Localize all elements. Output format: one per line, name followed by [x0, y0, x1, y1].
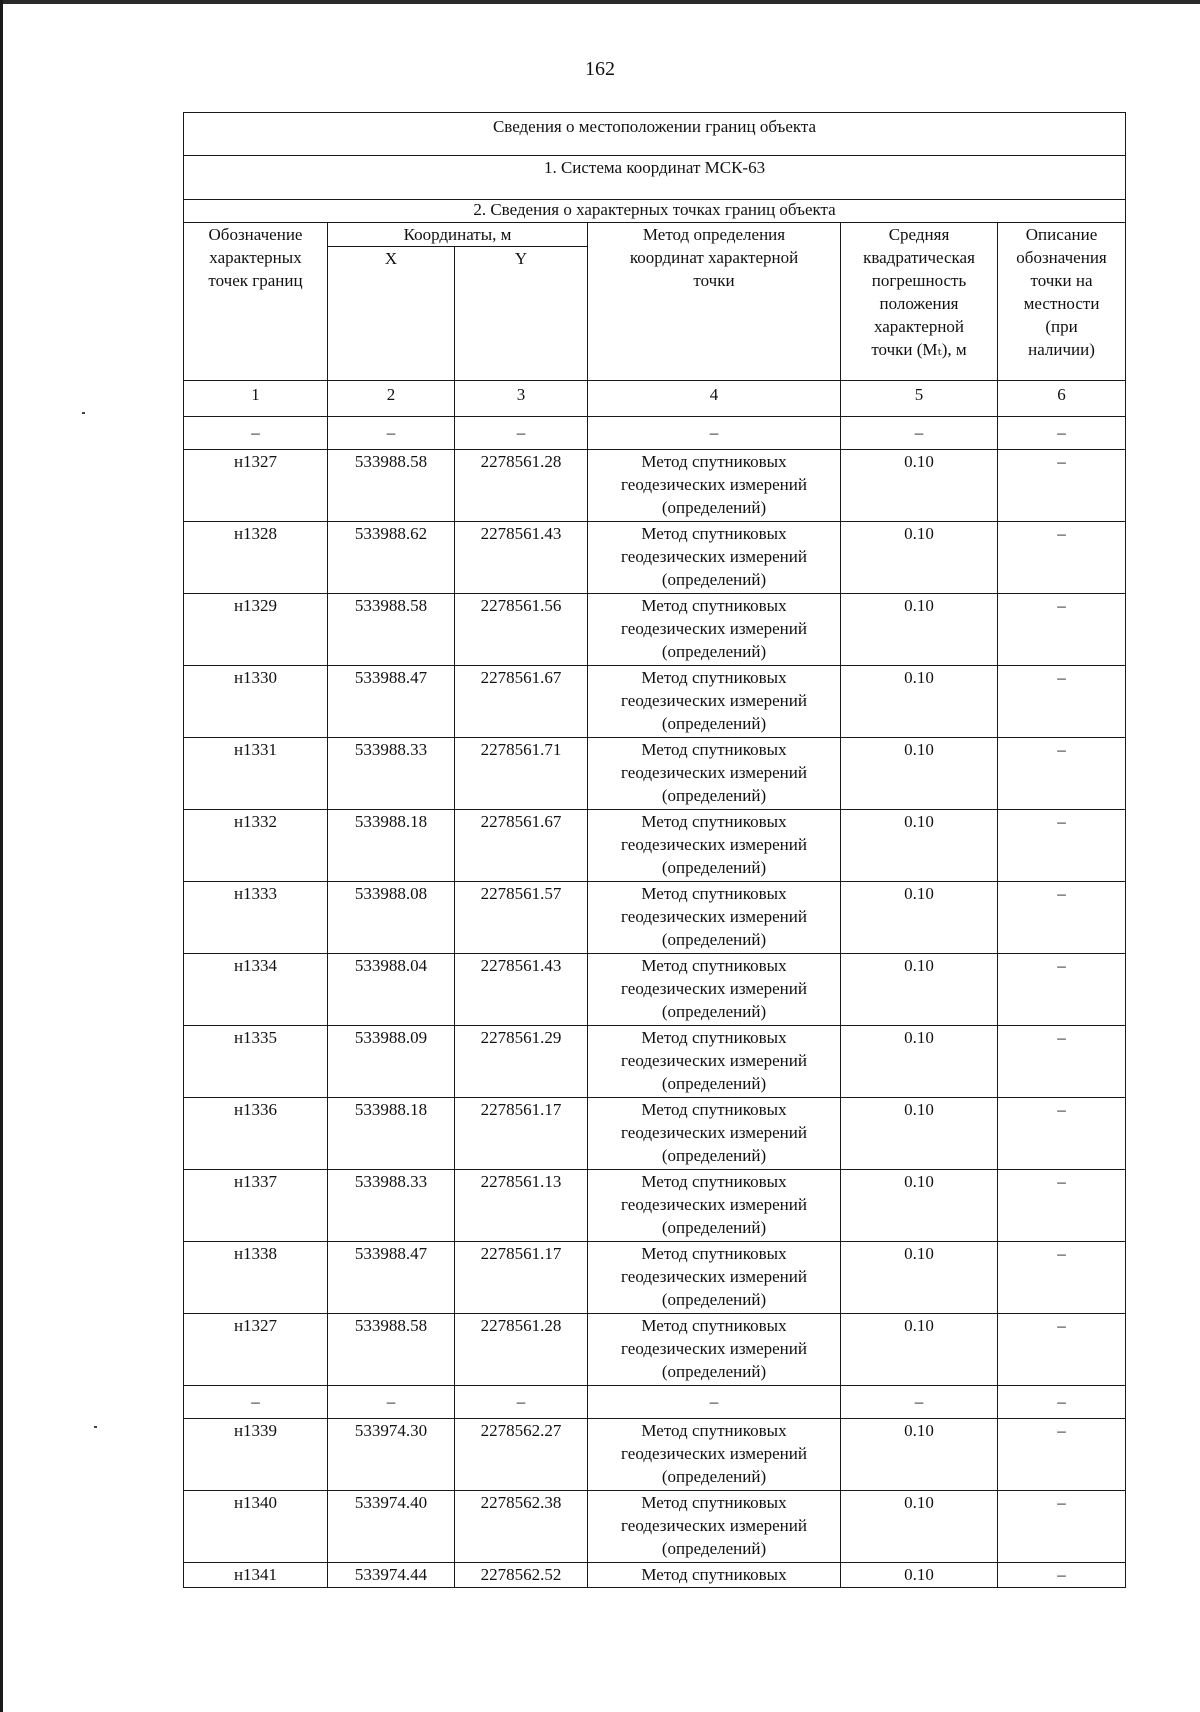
separator-dash: –: [184, 1386, 328, 1419]
separator-dash: –: [998, 417, 1126, 450]
col-header-line: координат характерной: [629, 248, 799, 267]
method-line: геодезических измерений: [621, 835, 807, 854]
separator-dash: –: [998, 1386, 1126, 1419]
coord-x: 533988.09: [328, 1026, 455, 1098]
separator-dash: –: [184, 417, 328, 450]
method-line: геодезических измерений: [621, 547, 807, 566]
error-value: 0.10: [841, 954, 998, 1026]
method-line: геодезических измерений: [621, 1051, 807, 1070]
method-line: (определений): [661, 714, 767, 733]
table-row: [184, 666, 1126, 738]
method-line: Метод спутниковых: [641, 524, 787, 543]
point-id: н1329: [184, 594, 328, 666]
table-row: [184, 810, 1126, 882]
col-header-line: характерной: [873, 317, 965, 336]
point-id: н1327: [184, 450, 328, 522]
coord-y: 2278561.71: [455, 738, 588, 810]
col-header-line: положения: [879, 294, 959, 313]
col-header-designation: [184, 223, 328, 381]
point-id: н1340: [184, 1491, 328, 1563]
coordinate-system-label: 1. Система координат МСК-63: [184, 156, 1126, 200]
method-line: геодезических измерений: [621, 979, 807, 998]
error-value: 0.10: [841, 450, 998, 522]
coord-x: 533988.04: [328, 954, 455, 1026]
table-row: [184, 594, 1126, 666]
method-line: геодезических измерений: [621, 1516, 807, 1535]
method-cell: [588, 450, 841, 522]
method-line: Метод спутниковых: [641, 1493, 787, 1512]
description-value: –: [998, 882, 1126, 954]
point-id: н1330: [184, 666, 328, 738]
error-value: 0.10: [841, 1491, 998, 1563]
method-line: Метод спутниковых: [641, 956, 787, 975]
error-value: 0.10: [841, 666, 998, 738]
description-value: –: [998, 1026, 1126, 1098]
separator-dash: –: [588, 1386, 841, 1419]
col-header-line: точки на: [1030, 271, 1093, 290]
method-line: Метод спутниковых: [641, 596, 787, 615]
col-header-y: Y: [455, 247, 588, 381]
method-line: Метод спутниковых: [641, 812, 787, 831]
method-cell: [588, 1170, 841, 1242]
table-row: [184, 1026, 1126, 1098]
coord-y: 2278561.43: [455, 522, 588, 594]
description-value: –: [998, 1242, 1126, 1314]
method-cell: [588, 1098, 841, 1170]
coord-x: 533974.40: [328, 1491, 455, 1563]
col-header-x: X: [328, 247, 455, 381]
section2-label: 2. Сведения о характерных точках границ объекта: [184, 200, 1126, 223]
column-number: 4: [588, 381, 841, 417]
description-value: –: [998, 522, 1126, 594]
coord-x: 533988.08: [328, 882, 455, 954]
coord-x: 533988.33: [328, 1170, 455, 1242]
col-header-line: наличии): [1028, 340, 1095, 359]
method-cell: [588, 954, 841, 1026]
col-header-line: Метод определения: [642, 225, 786, 244]
header-row: [184, 223, 1126, 247]
separator-dash: –: [841, 1386, 998, 1419]
column-number: 1: [184, 381, 328, 417]
coord-y: 2278562.52: [455, 1563, 588, 1588]
error-value: 0.10: [841, 522, 998, 594]
error-value: 0.10: [841, 882, 998, 954]
separator-row: [184, 417, 1126, 450]
method-line: (определений): [661, 786, 767, 805]
separator-row: [184, 1386, 1126, 1419]
column-number: 5: [841, 381, 998, 417]
method-line: (определений): [661, 642, 767, 661]
coord-x: 533988.58: [328, 1314, 455, 1386]
description-value: –: [998, 1491, 1126, 1563]
col-header-line: точки (Mₜ), м: [871, 340, 967, 359]
column-numbers-row: [184, 381, 1126, 417]
point-id: н1327: [184, 1314, 328, 1386]
crs-row: [184, 156, 1126, 200]
method-line: Метод спутниковых: [641, 1244, 787, 1263]
method-cell: [588, 1419, 841, 1491]
point-id: н1336: [184, 1098, 328, 1170]
method-line: геодезических измерений: [621, 907, 807, 926]
coord-x: 533988.58: [328, 450, 455, 522]
separator-dash: –: [455, 417, 588, 450]
method-cell: [588, 666, 841, 738]
method-line: Метод спутниковых: [641, 1028, 787, 1047]
method-line: (определений): [661, 1002, 767, 1021]
method-cell: [588, 594, 841, 666]
coord-x: 533988.47: [328, 1242, 455, 1314]
coord-y: 2278561.67: [455, 666, 588, 738]
point-id: н1335: [184, 1026, 328, 1098]
scan-edge-top: [0, 0, 1200, 4]
coord-x: 533988.62: [328, 522, 455, 594]
column-number: 6: [998, 381, 1126, 417]
method-line: Метод спутниковых: [641, 1316, 787, 1335]
coord-y: 2278561.43: [455, 954, 588, 1026]
col-header-line: погрешность: [871, 271, 967, 290]
coord-y: 2278561.29: [455, 1026, 588, 1098]
point-id: н1328: [184, 522, 328, 594]
error-value: 0.10: [841, 1563, 998, 1588]
error-value: 0.10: [841, 1314, 998, 1386]
coord-y: 2278561.17: [455, 1098, 588, 1170]
col-header-description: [998, 223, 1126, 381]
error-value: 0.10: [841, 1242, 998, 1314]
description-value: –: [998, 810, 1126, 882]
coord-y: 2278561.13: [455, 1170, 588, 1242]
method-line: Метод спутниковых: [641, 740, 787, 759]
method-line: (определений): [661, 1539, 767, 1558]
method-cell: [588, 1314, 841, 1386]
error-value: 0.10: [841, 1098, 998, 1170]
description-value: –: [998, 1170, 1126, 1242]
method-line: геодезических измерений: [621, 1339, 807, 1358]
method-line: (определений): [661, 570, 767, 589]
col-header-line: местности: [1023, 294, 1100, 313]
column-number: 2: [328, 381, 455, 417]
method-cell: [588, 1026, 841, 1098]
point-id: н1333: [184, 882, 328, 954]
description-value: –: [998, 594, 1126, 666]
description-value: –: [998, 1563, 1126, 1588]
table-row: [184, 1419, 1126, 1491]
coord-y: 2278561.28: [455, 450, 588, 522]
scan-speck: [94, 1426, 97, 1428]
method-line: геодезических измерений: [621, 691, 807, 710]
point-id: н1337: [184, 1170, 328, 1242]
method-line: Метод спутниковых: [641, 884, 787, 903]
column-number: 3: [455, 381, 588, 417]
coord-x: 533974.44: [328, 1563, 455, 1588]
method-line: геодезических измерений: [621, 1123, 807, 1142]
error-value: 0.10: [841, 1170, 998, 1242]
scan-speck: [82, 412, 85, 414]
method-line: (определений): [661, 1074, 767, 1093]
method-line: Метод спутниковых: [641, 1565, 787, 1584]
point-id: н1339: [184, 1419, 328, 1491]
table-row: [184, 522, 1126, 594]
method-cell: [588, 1491, 841, 1563]
col-header-line: точек границ: [208, 271, 303, 290]
col-header-line: Средняя: [888, 225, 950, 244]
method-cell: [588, 522, 841, 594]
method-line: (определений): [661, 1218, 767, 1237]
table-row: [184, 1314, 1126, 1386]
table-row: [184, 1098, 1126, 1170]
description-value: –: [998, 954, 1126, 1026]
coord-y: 2278561.17: [455, 1242, 588, 1314]
table-row: [184, 882, 1126, 954]
col-header-line: Обозначение: [208, 225, 303, 244]
method-line: Метод спутниковых: [641, 1172, 787, 1191]
method-line: Метод спутниковых: [641, 1421, 787, 1440]
table-row: [184, 1491, 1126, 1563]
coord-y: 2278561.67: [455, 810, 588, 882]
method-line: Метод спутниковых: [641, 1100, 787, 1119]
coord-x: 533988.47: [328, 666, 455, 738]
coord-x: 533988.18: [328, 810, 455, 882]
col-header-line: Описание: [1025, 225, 1098, 244]
method-line: (определений): [661, 1290, 767, 1309]
separator-dash: –: [328, 417, 455, 450]
separator-dash: –: [455, 1386, 588, 1419]
method-line: (определений): [661, 858, 767, 877]
separator-dash: –: [588, 417, 841, 450]
coord-x: 533988.58: [328, 594, 455, 666]
table-title: Сведения о местоположении границ объекта: [184, 113, 1126, 156]
col-header-line: точки: [693, 271, 735, 290]
coord-x: 533974.30: [328, 1419, 455, 1491]
point-id: н1334: [184, 954, 328, 1026]
section2-row: [184, 200, 1126, 223]
col-header-line: (при: [1045, 317, 1078, 336]
method-cell: [588, 810, 841, 882]
col-header-error: [841, 223, 998, 381]
separator-dash: –: [841, 417, 998, 450]
method-line: геодезических измерений: [621, 475, 807, 494]
method-line: Метод спутниковых: [641, 668, 787, 687]
coord-y: 2278561.57: [455, 882, 588, 954]
method-line: (определений): [661, 1146, 767, 1165]
page-number: 162: [585, 58, 615, 80]
coord-y: 2278561.28: [455, 1314, 588, 1386]
col-header-line: квадратическая: [863, 248, 975, 267]
method-cell: [588, 1563, 841, 1588]
point-id: н1338: [184, 1242, 328, 1314]
coord-y: 2278562.27: [455, 1419, 588, 1491]
method-line: (определений): [661, 1467, 767, 1486]
table-row: [184, 954, 1126, 1026]
method-line: геодезических измерений: [621, 1195, 807, 1214]
method-line: Метод спутниковых: [641, 452, 787, 471]
separator-dash: –: [328, 1386, 455, 1419]
error-value: 0.10: [841, 1419, 998, 1491]
description-value: –: [998, 738, 1126, 810]
coord-x: 533988.18: [328, 1098, 455, 1170]
error-value: 0.10: [841, 810, 998, 882]
col-header-line: характерных: [209, 248, 302, 267]
point-id: н1332: [184, 810, 328, 882]
point-id: н1341: [184, 1563, 328, 1588]
description-value: –: [998, 1314, 1126, 1386]
coord-y: 2278562.38: [455, 1491, 588, 1563]
method-cell: [588, 738, 841, 810]
table-row: [184, 1242, 1126, 1314]
method-line: (определений): [661, 498, 767, 517]
table-row: [184, 1563, 1126, 1588]
boundary-points-table: [183, 112, 1126, 1588]
table-row: [184, 738, 1126, 810]
table-title-row: [184, 113, 1126, 156]
coord-x: 533988.33: [328, 738, 455, 810]
col-header-method: [588, 223, 841, 381]
coord-y: 2278561.56: [455, 594, 588, 666]
method-cell: [588, 882, 841, 954]
method-line: (определений): [661, 1362, 767, 1381]
error-value: 0.10: [841, 1026, 998, 1098]
col-header-line: обозначения: [1016, 248, 1107, 267]
method-cell: [588, 1242, 841, 1314]
error-value: 0.10: [841, 594, 998, 666]
point-id: н1331: [184, 738, 328, 810]
method-line: геодезических измерений: [621, 619, 807, 638]
table-row: [184, 1170, 1126, 1242]
description-value: –: [998, 1098, 1126, 1170]
table-row: [184, 450, 1126, 522]
table-body: [184, 113, 1126, 1588]
method-line: геодезических измерений: [621, 1444, 807, 1463]
error-value: 0.10: [841, 738, 998, 810]
method-line: геодезических измерений: [621, 1267, 807, 1286]
method-line: (определений): [661, 930, 767, 949]
scan-edge-left: [0, 0, 3, 1712]
description-value: –: [998, 666, 1126, 738]
description-value: –: [998, 1419, 1126, 1491]
col-header-coords: Координаты, м: [328, 223, 588, 247]
description-value: –: [998, 450, 1126, 522]
method-line: геодезических измерений: [621, 763, 807, 782]
